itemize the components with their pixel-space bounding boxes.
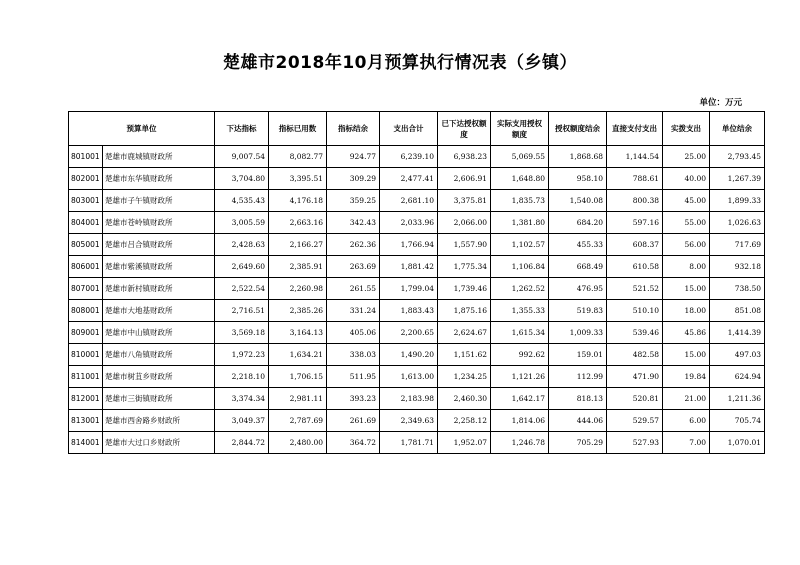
unit-code-cell: 812001: [69, 388, 103, 410]
value-cell: 40.00: [663, 168, 710, 190]
value-cell: 1,814.06: [491, 410, 549, 432]
value-cell: 2,480.00: [269, 432, 327, 454]
value-cell: 262.36: [327, 234, 380, 256]
budget-table: [68, 111, 765, 454]
value-cell: 159.01: [549, 344, 607, 366]
value-cell: 1,775.34: [438, 256, 491, 278]
table-row: [69, 344, 765, 366]
value-cell: 6.00: [663, 410, 710, 432]
value-cell: 455.33: [549, 234, 607, 256]
value-cell: 527.93: [607, 432, 663, 454]
value-cell: 851.08: [710, 300, 765, 322]
value-cell: 705.74: [710, 410, 765, 432]
value-cell: 1,026.63: [710, 212, 765, 234]
value-cell: 4,535.43: [215, 190, 269, 212]
value-cell: 15.00: [663, 344, 710, 366]
value-cell: 18.00: [663, 300, 710, 322]
value-cell: 1,634.21: [269, 344, 327, 366]
unit-code-cell: 809001: [69, 322, 103, 344]
value-cell: 3,569.18: [215, 322, 269, 344]
table-row: [69, 256, 765, 278]
value-cell: 738.50: [710, 278, 765, 300]
value-cell: 1,381.80: [491, 212, 549, 234]
unit-name-cell: 楚雄市东华镇财政所: [103, 168, 215, 190]
value-cell: 2,385.91: [269, 256, 327, 278]
value-cell: 2,218.10: [215, 366, 269, 388]
value-cell: 1,835.73: [491, 190, 549, 212]
value-cell: 1,881.42: [380, 256, 438, 278]
value-cell: 359.25: [327, 190, 380, 212]
value-cell: 2,663.16: [269, 212, 327, 234]
value-cell: 1,642.17: [491, 388, 549, 410]
value-cell: 1,211.36: [710, 388, 765, 410]
value-cell: 8.00: [663, 256, 710, 278]
value-cell: 8,082.77: [269, 146, 327, 168]
value-cell: 2,477.41: [380, 168, 438, 190]
value-cell: 2,624.67: [438, 322, 491, 344]
value-cell: 15.00: [663, 278, 710, 300]
value-cell: 608.37: [607, 234, 663, 256]
value-cell: 1,613.00: [380, 366, 438, 388]
value-cell: 309.29: [327, 168, 380, 190]
column-header: 指标已用数: [269, 112, 327, 146]
value-cell: 5,069.55: [491, 146, 549, 168]
value-cell: 25.00: [663, 146, 710, 168]
value-cell: 9,007.54: [215, 146, 269, 168]
value-cell: 3,049.37: [215, 410, 269, 432]
value-cell: 2,258.12: [438, 410, 491, 432]
page-title: 楚雄市2018年10月预算执行情况表（乡镇）: [223, 53, 577, 73]
value-cell: 1,414.39: [710, 322, 765, 344]
value-cell: 1,262.52: [491, 278, 549, 300]
table-row: [69, 190, 765, 212]
table-body: [69, 146, 765, 454]
column-header: 授权额度结余: [549, 112, 607, 146]
table-row: [69, 212, 765, 234]
value-cell: 1,267.39: [710, 168, 765, 190]
value-cell: 476.95: [549, 278, 607, 300]
unit-name-cell: 楚雄市中山镇财政所: [103, 322, 215, 344]
table-row: [69, 410, 765, 432]
table-row: [69, 146, 765, 168]
value-cell: 1,009.33: [549, 322, 607, 344]
value-cell: 2,522.54: [215, 278, 269, 300]
unit-code-cell: 811001: [69, 366, 103, 388]
unit-name-cell: 楚雄市苍岭镇财政所: [103, 212, 215, 234]
value-cell: 2,649.60: [215, 256, 269, 278]
column-header: 支出合计: [380, 112, 438, 146]
value-cell: 2,793.45: [710, 146, 765, 168]
value-cell: 1,706.15: [269, 366, 327, 388]
table-row: [69, 278, 765, 300]
value-cell: 610.58: [607, 256, 663, 278]
value-cell: 684.20: [549, 212, 607, 234]
unit-name-cell: 楚雄市三街镇财政所: [103, 388, 215, 410]
value-cell: 1,102.57: [491, 234, 549, 256]
value-cell: 1,234.25: [438, 366, 491, 388]
table-row: [69, 366, 765, 388]
value-cell: 7.00: [663, 432, 710, 454]
value-cell: 338.03: [327, 344, 380, 366]
unit-name-cell: 楚雄市新村镇财政所: [103, 278, 215, 300]
value-cell: 597.16: [607, 212, 663, 234]
value-cell: 1,246.78: [491, 432, 549, 454]
value-cell: 2,844.72: [215, 432, 269, 454]
table-row: [69, 388, 765, 410]
value-cell: 2,981.11: [269, 388, 327, 410]
value-cell: 2,200.65: [380, 322, 438, 344]
unit-code-cell: 813001: [69, 410, 103, 432]
value-cell: 3,704.80: [215, 168, 269, 190]
value-cell: 1,070.01: [710, 432, 765, 454]
table-row: [69, 234, 765, 256]
value-cell: 1,766.94: [380, 234, 438, 256]
value-cell: 1,972.23: [215, 344, 269, 366]
value-cell: 1,875.16: [438, 300, 491, 322]
value-cell: 1,952.07: [438, 432, 491, 454]
unit-name-cell: 楚雄市子午镇财政所: [103, 190, 215, 212]
unit-name-cell: 楚雄市鹿城镇财政所: [103, 146, 215, 168]
value-cell: 2,066.00: [438, 212, 491, 234]
value-cell: 3,395.51: [269, 168, 327, 190]
value-cell: 261.55: [327, 278, 380, 300]
unit-code-cell: 814001: [69, 432, 103, 454]
value-cell: 1,355.33: [491, 300, 549, 322]
value-cell: 2,166.27: [269, 234, 327, 256]
value-cell: 4,176.18: [269, 190, 327, 212]
value-cell: 19.84: [663, 366, 710, 388]
value-cell: 56.00: [663, 234, 710, 256]
column-header: 指标结余: [327, 112, 380, 146]
value-cell: 1,868.68: [549, 146, 607, 168]
value-cell: 521.52: [607, 278, 663, 300]
unit-code-cell: 803001: [69, 190, 103, 212]
unit-name-cell: 楚雄市吕合镇财政所: [103, 234, 215, 256]
value-cell: 1,490.20: [380, 344, 438, 366]
table-row: [69, 432, 765, 454]
value-cell: 958.10: [549, 168, 607, 190]
value-cell: 519.83: [549, 300, 607, 322]
value-cell: 1,781.71: [380, 432, 438, 454]
unit-name-cell: 楚雄市大过口乡财政所: [103, 432, 215, 454]
table-row: [69, 168, 765, 190]
table-row: [69, 322, 765, 344]
value-cell: 510.10: [607, 300, 663, 322]
value-cell: 3,164.13: [269, 322, 327, 344]
value-cell: 924.77: [327, 146, 380, 168]
value-cell: 1,106.84: [491, 256, 549, 278]
unit-code-cell: 808001: [69, 300, 103, 322]
unit-name-cell: 楚雄市西舍路乡财政所: [103, 410, 215, 432]
value-cell: 55.00: [663, 212, 710, 234]
column-header: 下达指标: [215, 112, 269, 146]
value-cell: 1,540.08: [549, 190, 607, 212]
value-cell: 2,681.10: [380, 190, 438, 212]
unit-code-cell: 804001: [69, 212, 103, 234]
value-cell: 1,144.54: [607, 146, 663, 168]
value-cell: 261.69: [327, 410, 380, 432]
unit-code-cell: 802001: [69, 168, 103, 190]
value-cell: 932.18: [710, 256, 765, 278]
value-cell: 497.03: [710, 344, 765, 366]
unit-name-cell: 楚雄市树苴乡财政所: [103, 366, 215, 388]
value-cell: 668.49: [549, 256, 607, 278]
value-cell: 482.58: [607, 344, 663, 366]
value-cell: 2,606.91: [438, 168, 491, 190]
value-cell: 45.00: [663, 190, 710, 212]
unit-code-cell: 810001: [69, 344, 103, 366]
value-cell: 788.61: [607, 168, 663, 190]
unit-name-cell: 楚雄市大地基财政所: [103, 300, 215, 322]
value-cell: 1,648.80: [491, 168, 549, 190]
value-cell: 992.62: [491, 344, 549, 366]
value-cell: 1,557.90: [438, 234, 491, 256]
value-cell: 1,799.04: [380, 278, 438, 300]
value-cell: 818.13: [549, 388, 607, 410]
column-header: 直接支付支出: [607, 112, 663, 146]
value-cell: 2,033.96: [380, 212, 438, 234]
table-row: [69, 300, 765, 322]
value-cell: 21.00: [663, 388, 710, 410]
unit-code-cell: 806001: [69, 256, 103, 278]
value-cell: 3,375.81: [438, 190, 491, 212]
column-header: 单位结余: [710, 112, 765, 146]
value-cell: 331.24: [327, 300, 380, 322]
value-cell: 6,239.10: [380, 146, 438, 168]
value-cell: 1,121.26: [491, 366, 549, 388]
value-cell: 539.46: [607, 322, 663, 344]
value-cell: 1,739.46: [438, 278, 491, 300]
unit-code-cell: 807001: [69, 278, 103, 300]
value-cell: 529.57: [607, 410, 663, 432]
unit-code-cell: 801001: [69, 146, 103, 168]
value-cell: 263.69: [327, 256, 380, 278]
value-cell: 2,349.63: [380, 410, 438, 432]
column-header: 已下达授权额度: [438, 112, 491, 146]
value-cell: 2,260.98: [269, 278, 327, 300]
unit-code-cell: 805001: [69, 234, 103, 256]
value-cell: 364.72: [327, 432, 380, 454]
column-header: 预算单位: [69, 112, 215, 146]
value-cell: 2,428.63: [215, 234, 269, 256]
value-cell: 2,716.51: [215, 300, 269, 322]
value-cell: 405.06: [327, 322, 380, 344]
header-row: [69, 112, 765, 146]
value-cell: 3,005.59: [215, 212, 269, 234]
value-cell: 3,374.34: [215, 388, 269, 410]
value-cell: 624.94: [710, 366, 765, 388]
column-header: 实拨支出: [663, 112, 710, 146]
value-cell: 1,899.33: [710, 190, 765, 212]
value-cell: 2,460.30: [438, 388, 491, 410]
value-cell: 520.81: [607, 388, 663, 410]
value-cell: 511.95: [327, 366, 380, 388]
value-cell: 2,183.98: [380, 388, 438, 410]
value-cell: 717.69: [710, 234, 765, 256]
value-cell: 45.86: [663, 322, 710, 344]
value-cell: 393.23: [327, 388, 380, 410]
column-header: 实际支用授权额度: [491, 112, 549, 146]
unit-name-cell: 楚雄市八角镇财政所: [103, 344, 215, 366]
value-cell: 444.06: [549, 410, 607, 432]
value-cell: 6,938.23: [438, 146, 491, 168]
value-cell: 342.43: [327, 212, 380, 234]
value-cell: 112.99: [549, 366, 607, 388]
value-cell: 1,883.43: [380, 300, 438, 322]
value-cell: 2,787.69: [269, 410, 327, 432]
value-cell: 471.90: [607, 366, 663, 388]
value-cell: 800.38: [607, 190, 663, 212]
value-cell: 1,151.62: [438, 344, 491, 366]
value-cell: 705.29: [549, 432, 607, 454]
value-cell: 2,385.26: [269, 300, 327, 322]
unit-label: 单位：万元: [699, 98, 742, 108]
value-cell: 1,615.34: [491, 322, 549, 344]
unit-name-cell: 楚雄市紫溪镇财政所: [103, 256, 215, 278]
